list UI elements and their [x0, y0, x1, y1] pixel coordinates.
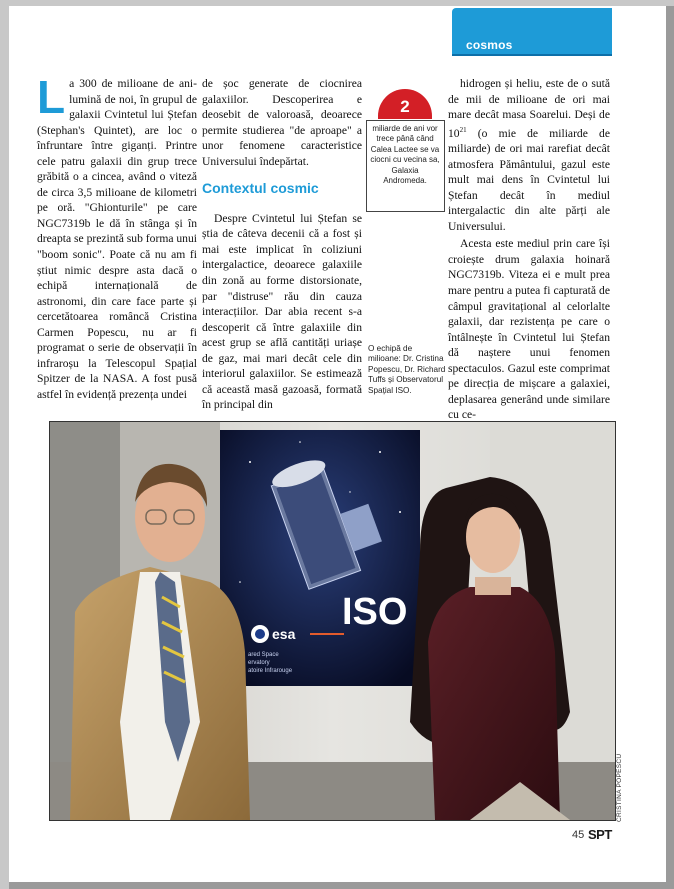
subheading: Contextul cosmic	[202, 180, 319, 197]
article-column-4	[448, 76, 610, 423]
page-frame-right	[666, 6, 674, 889]
page-frame-bottom	[9, 882, 674, 889]
article-col2-body: Despre Cvintetul lui Ștefan se știa de câteva decenii că a fost și mai este implicat în coliziuni intergalactice, deoarece galaxiile din zonă au forme distorsionate, par "distruse" rău din cauza interacțiilor. Dar abia recent s-a descoperit că între galaxiile din acest grup se află cantități uriașe de gaz, mai mari decât cele din interiorul galaxiilor. Se estimează că această masă gazoasă, formată în principal din	[202, 211, 362, 412]
section-tab	[452, 8, 612, 56]
section-rule	[452, 54, 612, 56]
page-number: 45	[572, 829, 585, 841]
drop-cap: L	[37, 71, 66, 123]
poster-subtitle-3: atoire Infrarouge	[248, 668, 293, 674]
photo-credit: CRISTINA POPESCU	[616, 753, 623, 822]
article-col4-p1-a: hidrogen și heliu, este de o sută de mii de milioane de ori mai mare decât masa Soarelui. Deși de 10	[448, 77, 610, 140]
poster-subtitle-2: ervatory	[248, 660, 270, 666]
article-col4-p1-b: (o mie de miliarde de miliarde) de ori mai rarefiat decât atmosfera Pământului, gazul este mult mai dens în Cvintetul lui Ștefan decât în mediul intergalactic din alte părți ale Universului.	[448, 126, 610, 233]
fact-text: miliarde de ani vor trece până când Calea Lactee se va ciocni cu vecina sa, Galaxia Andromeda.	[370, 124, 440, 186]
article-col2-intro: de șoc generate de ciocnirea galaxiilor. Descoperirea e deosebit de valoroasă, deoarece permite studierea "de aproape" a unor fenomene caracteristice Universului îndepărtat.	[202, 77, 362, 168]
poster-brand: esa	[272, 626, 296, 642]
photo-caption: O echipă de milioane: Dr. Cristina Popescu, Dr. Richard Tuffs și Observatorul Spațial ISO.	[368, 344, 446, 395]
magazine-logo: SPT	[588, 827, 612, 842]
poster-title: ISO	[342, 591, 408, 633]
article-column-2	[202, 76, 362, 413]
team-photo-illustration	[50, 422, 615, 820]
article-column-1	[37, 71, 197, 402]
fact-badge: 2	[378, 89, 432, 119]
section-label: cosmos	[466, 38, 513, 52]
team-photo	[49, 421, 616, 821]
exponent: 21	[459, 125, 467, 134]
article-col4-p2: Acesta este mediul prin care își croiește drum galaxia hoinară NGC7319b. Viteza ei e mult prea mare pentru a putea fi capturată de câmpul gravitațional al celorlalte galaxii, dar rezistența pe care o întâlnește în Cvintetul lui Ștefan dă naștere unui fenomen spectaculos. Gazul este comprimat pe direcția de mișcare a galaxiei, deplasarea generând unde similare cu ce-	[448, 237, 610, 422]
poster-subtitle-1: ared Space	[248, 652, 279, 658]
article-col1-text: a 300 de milioane de ani-lumină de noi, în grupul de galaxii Cvintetul lui Ștefan (Stephan's Quintet), are loc o înfruntare între giganți. Printre cele patru galaxii din grup trece grăbită o a cincea, având o viteză de circa 3,5 milioane de kilometri pe oră. "Ghionturile" pe care NGC7319b le dă în stânga și în dreapta se prezintă sub forma unui "boom sonic". Poate că nu am fi știut nimic despre asta dacă o echipă internațională de astronomi, din care face parte și cercetătoarea româncă Cristina Carmen Popescu, nu ar fi programat o serie de observații în infraroșu la Telescopul Spațial Spitzer de la NASA. A fost pusă astfel în evidență prezența undei	[37, 77, 197, 401]
